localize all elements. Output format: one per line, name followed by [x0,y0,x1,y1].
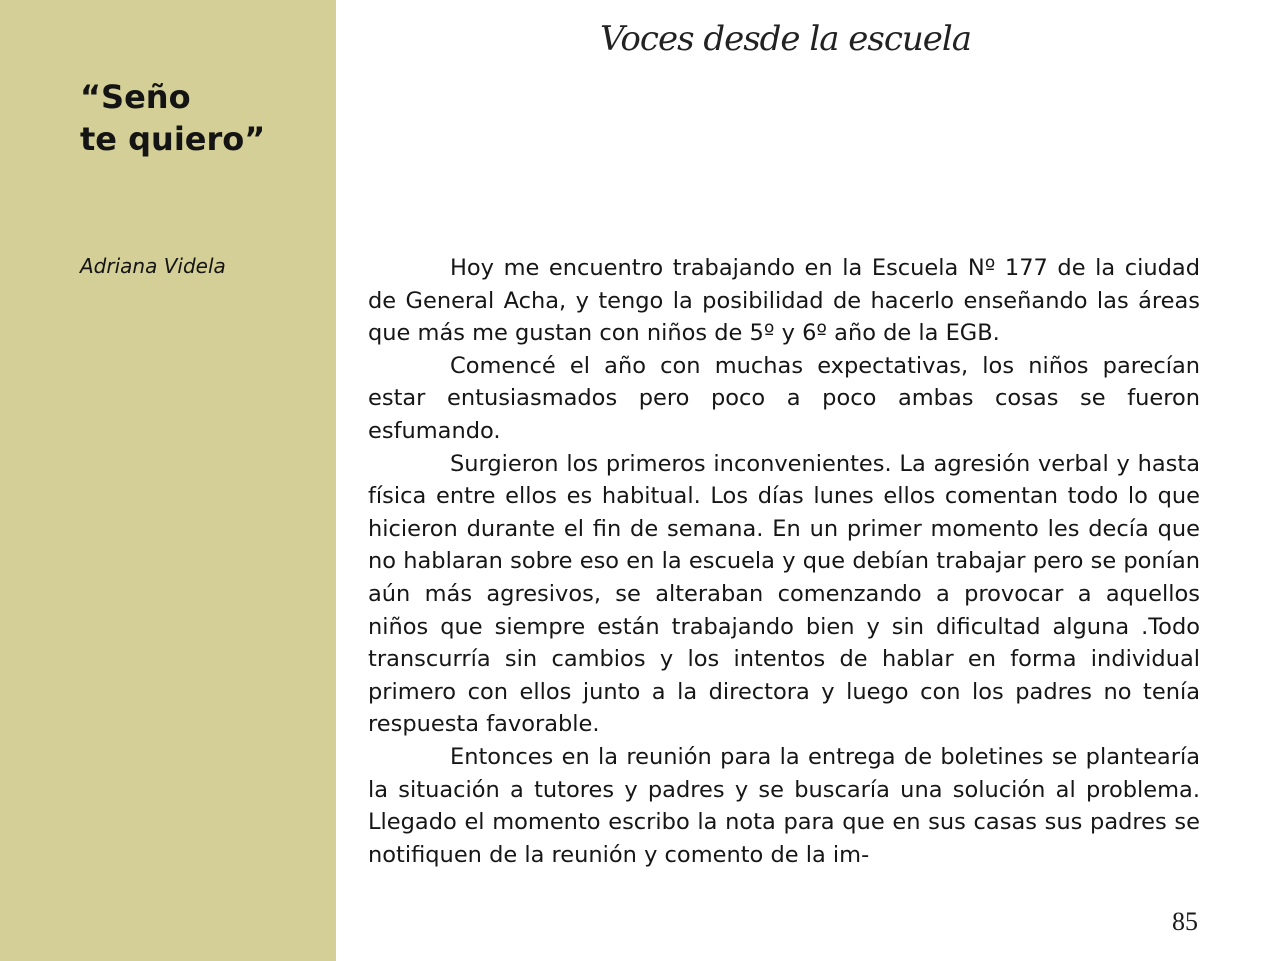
body-text [368,252,1200,871]
running-header: Voces desde la escuela [600,19,972,59]
chapter-title [80,76,265,160]
page-number: 85 [1172,907,1198,936]
paragraph-4: Entonces en la reunión para la entrega de boletines se plantearía la situación a tutores y padres y se buscaría una solución al problema. Llegado el momento escribo la nota para que en sus casas sus padres se notifiquen de la reunión y comento de la im- [368,743,1200,868]
chapter-title-line-1: “Seño [80,78,191,116]
paragraph-1: Hoy me encuentro trabajando en la Escuela Nº 177 de la ciudad de General Acha, y tengo la posibilidad de hacerlo enseñando las áreas que más me gustan con niños de 5º y 6º año de la EGB. [368,255,1200,347]
author-name: Adriana Videla [80,254,226,278]
paragraph-3: Surgieron los primeros inconvenientes. La agresión verbal y hasta física entre ellos es habitual. Los días lunes ellos comentan todo lo que hicieron durante el fin de semana. En un primer momento les decía que no hablaran sobre eso en la escuela y que debían trabajar pero se ponían aún más agresivos, se alteraban comenzando a provocar a aquellos niños que siempre están trabajando bien y sin dificultad alguna .Todo transcurría sin cambios y los intentos de hablar en forma individual primero con ellos junto a la directora y luego con los padres no tenía respuesta favorable. [368,450,1200,738]
chapter-title-line-2: te quiero” [80,120,266,158]
paragraph-2: Comencé el año con muchas expectativas, los niños parecían estar entusiasmados pero poco a poco ambas cosas se fueron esfumando. [368,352,1200,444]
chapter-sidebar [0,0,336,961]
